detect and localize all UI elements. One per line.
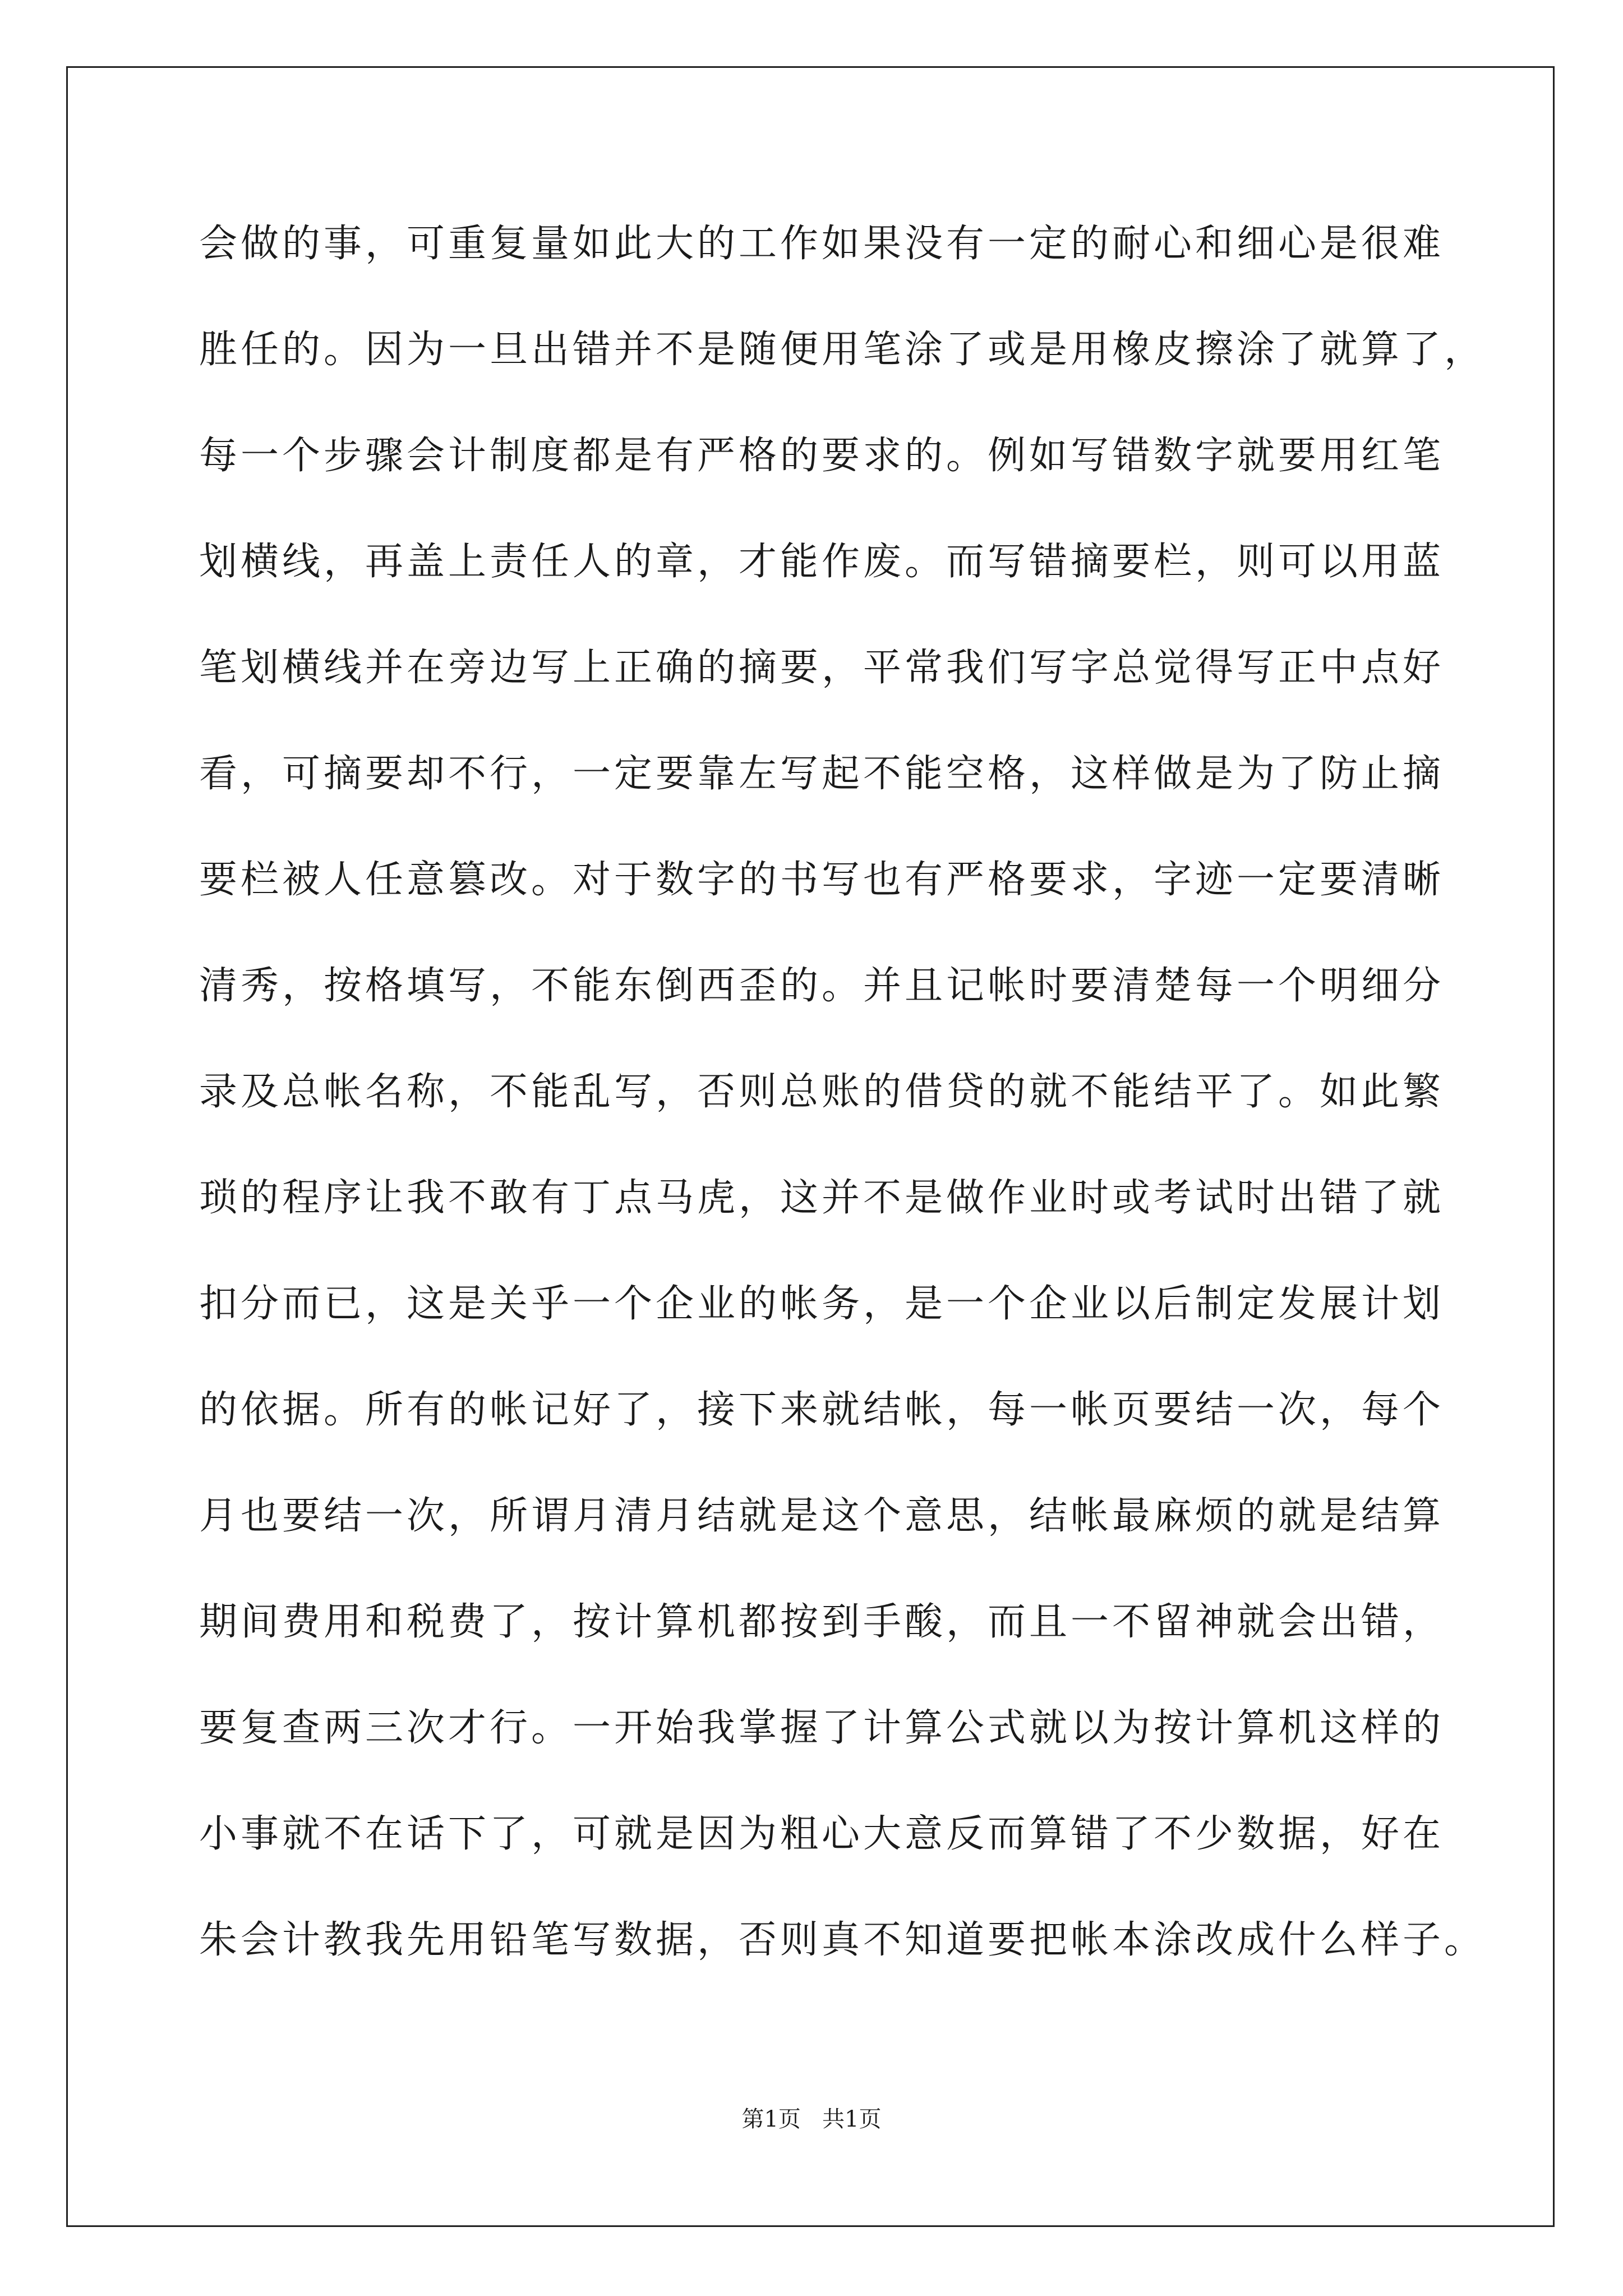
- text-line: 划横线，再盖上责任人的章，才能作废。而写错摘要栏，则可以用蓝: [199, 540, 1445, 584]
- page-footer: 第1页 共1页: [741, 2106, 882, 2132]
- text-line: 笔划横线并在旁边写上正确的摘要，平常我们写字总觉得写正中点好: [199, 646, 1445, 690]
- text-line: 琐的程序让我不敢有丁点马虎，这并不是做作业时或考试时出错了就: [199, 1176, 1445, 1220]
- text-line: 要复查两三次才行。一开始我掌握了计算公式就以为按计算机这样的: [199, 1706, 1445, 1750]
- text-line: 胜任的。因为一旦出错并不是随便用笔涂了或是用橡皮擦涂了就算了，: [199, 328, 1486, 372]
- text-line: 的依据。所有的帐记好了，接下来就结帐，每一帐页要结一次，每个: [199, 1388, 1445, 1432]
- text-line: 会做的事，可重复量如此大的工作如果没有一定的耐心和细心是很难: [199, 222, 1445, 266]
- text-line: 月也要结一次，所谓月清月结就是这个意思，结帐最麻烦的就是结算: [199, 1494, 1445, 1538]
- text-line: 朱会计教我先用铅笔写数据，否则真不知道要把帐本涂改成什么样子。: [199, 1918, 1486, 1962]
- text-line: 看，可摘要却不行，一定要靠左写起不能空格，这样做是为了防止摘: [199, 752, 1445, 796]
- document-body: [199, 216, 1486, 2018]
- text-line: 录及总帐名称，不能乱写，否则总账的借贷的就不能结平了。如此繁: [199, 1070, 1445, 1114]
- text-line: 要栏被人任意篡改。对于数字的书写也有严格要求，字迹一定要清晰: [199, 858, 1445, 902]
- text-line: 期间费用和税费了，按计算机都按到手酸，而且一不留神就会出错，: [199, 1600, 1445, 1644]
- text-line: 扣分而已，这是关乎一个企业的帐务，是一个企业以后制定发展计划: [199, 1282, 1445, 1326]
- text-line: 小事就不在话下了，可就是因为粗心大意反而算错了不少数据，好在: [199, 1812, 1445, 1856]
- text-line: 清秀，按格填写，不能东倒西歪的。并且记帐时要清楚每一个明细分: [199, 964, 1445, 1008]
- text-line: 每一个步骤会计制度都是有严格的要求的。例如写错数字就要用红笔: [199, 434, 1445, 478]
